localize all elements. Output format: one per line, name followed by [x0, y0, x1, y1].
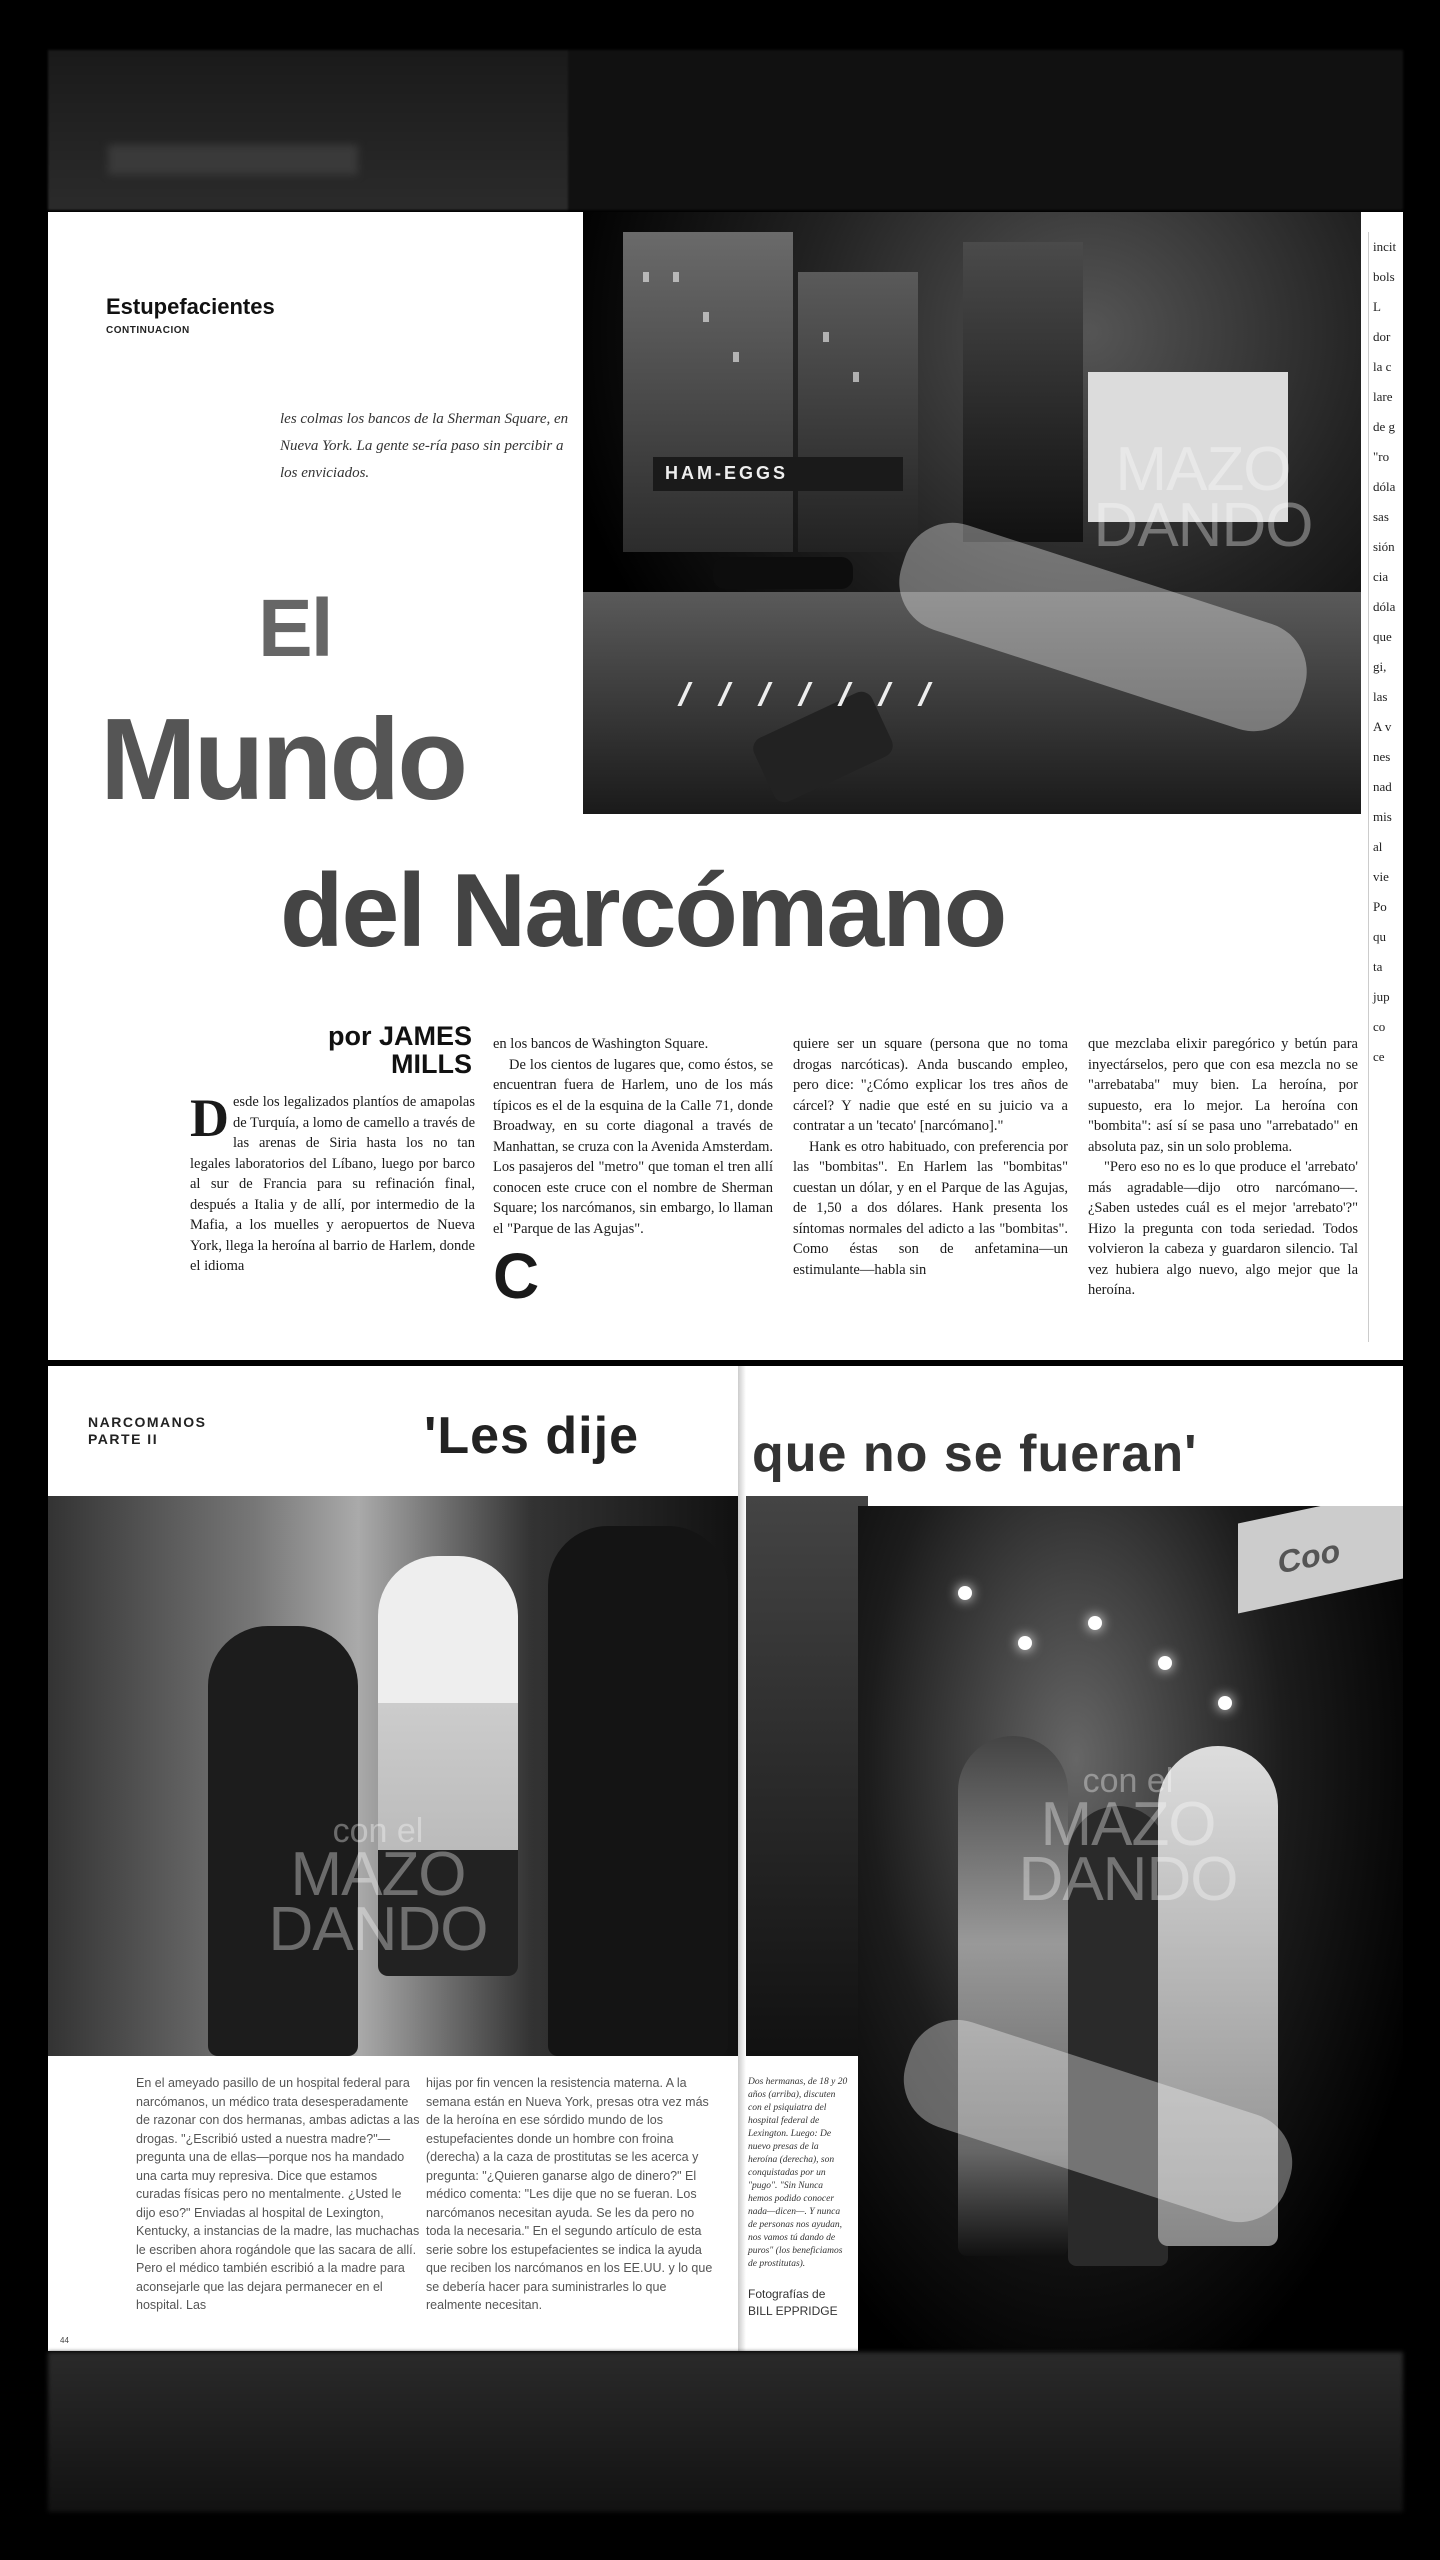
- window: [823, 332, 829, 342]
- edge-text-fragment: qu: [1373, 929, 1386, 944]
- paragraph: quiere ser un square (persona que no toma drogas narcóticas). Anda buscando empleo, pero dice: "¿Cómo explicar los tres años de cárcel? Y nadie que esté en su juicio va a contratar a un 'tecato' [narcómano].": [793, 1036, 1068, 1134]
- blurred-heading: [108, 145, 358, 175]
- watermark: [998, 1762, 1258, 1915]
- photo-credit: [748, 2286, 858, 2320]
- window: [673, 272, 679, 282]
- street-light: [1218, 1696, 1232, 1710]
- edge-text-fragment: ce: [1373, 1049, 1385, 1064]
- figure-woman-right: [548, 1526, 728, 2056]
- window: [643, 272, 649, 282]
- section-label-line: NARCOMANOS: [88, 1414, 207, 1430]
- drop-cap: D: [190, 1088, 229, 1148]
- street-photo: [583, 212, 1361, 814]
- edge-text-fragment: dor: [1373, 329, 1391, 344]
- car: [713, 557, 853, 589]
- blurred-previous-page: [48, 50, 1403, 210]
- caption-column-2: hijas por fin vencen la resistencia materna. A la semana están en Nueva York, presas otra vez más de la heroína en ese sórdido mundo de los estupefacientes donde un hombre con froina (derecha) a la caza de prostitutas se les acerca y pregunta: "¿Quieren ganarse algo de dinero?" El médico comenta: "Les dije que no se fueran. Los narcómanos necesitan ayuda. Se les da pero no toda la necesaria." En el segundo artículo de esta serie sobre los estupefacientes se indica la ayuda que reciben los narcómanos en los EE.UU. y lo que se debería hacer para suministrarles lo que realmente necesitan.: [426, 2076, 713, 2312]
- edge-text-fragment: nad: [1373, 779, 1392, 794]
- street-light: [1158, 1656, 1172, 1670]
- blurred-next-page: [48, 2352, 1403, 2512]
- section-label: [88, 1414, 206, 1448]
- article-column-3: [793, 1034, 1068, 1280]
- headline-el: El: [258, 583, 332, 674]
- caption-column-1: En el ameyado pasillo de un hospital federal para narcómanos, un médico trata desesperadamente de razonar con dos hermanas, ambas adictas a las drogas. "¿Escribió usted a nuestra madre?"—pregunta una de ellas—porque nos ha mandado una carta muy represiva. Dice que estamos curadas físicas pero no mentalmente. ¿Usted le dijo eso?" Enviadas al hospital de Lexington, Kentucky, a instancias de la madre, las muchachas le escriben ahora rogándole que las sacara de allí. Pero el médico también escribió a la madre para aconsejarle que las dejara permanecer en el hospital. Las: [136, 2076, 420, 2312]
- large-initial: C: [493, 1240, 540, 1312]
- credit-line: Fotografías de: [748, 2287, 826, 2301]
- edge-text-fragment: bols: [1373, 269, 1395, 284]
- edge-text-fragment: A v: [1373, 719, 1392, 734]
- edge-text-fragment: "ro: [1373, 449, 1390, 464]
- article-column-2: [493, 1034, 773, 1313]
- watermark-line: MAZO: [290, 1839, 466, 1909]
- photo-caption-small: Dos hermanas, de 18 y 20 años (arriba), discuten con el psiquiatra del hospital federal de Lexington. Luego: De nuevo presas de la heroína (derecha), son conquistadas por un "pugo". "Sin Nunca hemos podido conocer nada—dicen—. Y nunca de personas nos ayudan, nos vamos tú dando de puros" (los beneficiamos de prostitutas).: [748, 2077, 848, 2269]
- window: [853, 372, 859, 382]
- edge-text-fragment: jup: [1373, 989, 1390, 1004]
- edge-text-fragment: nes: [1373, 749, 1391, 764]
- paragraph: Hank es otro habituado, con preferencia por las "bombitas". En Harlem las "bombitas" cuestan un dólar, y en el Parque de las Agujas, de 1,50 a dos dólares. Hank presenta los síntomas normales del adicto a las "bombitas". Como éstas son de anfetamina—un estimulante—habla sin: [793, 1138, 1068, 1278]
- headline-del-narcomano: del Narcómano: [280, 853, 1006, 969]
- watermark-line: DANDO: [268, 1895, 488, 1965]
- edge-text-fragment: que: [1373, 629, 1392, 644]
- storefront-sign: HAM-EGGS: [653, 457, 903, 491]
- blurred-dark-area: [568, 50, 1403, 210]
- edge-text-fragment: Po: [1373, 899, 1387, 914]
- edge-text-fragment: lare: [1373, 389, 1393, 404]
- street-light: [1088, 1616, 1102, 1630]
- paragraph: que mezclaba elixir paregórico y betún para inyectárselos, pero que con esa mezcla no se "arrebataba" muy bien. La heroína, por supuesto, era lo mejor. La heroína con "bombita": así sí se pasa uno "arrebatado" en absoluta paz, sin un solo problema.: [1088, 1036, 1358, 1155]
- credit-line: BILL EPPRIDGE: [748, 2304, 838, 2318]
- edge-text-fragment: al: [1373, 839, 1383, 854]
- street-light: [1018, 1636, 1032, 1650]
- edge-text-fragment: sión: [1373, 539, 1395, 554]
- column-text: esde los legalizados plantíos de amapolas de Turquía, a lomo de camello a través de las arenas de Siria hasta los no tan legales laboratorios del Líbano, luego por barco al sur de Francia para su refinación final, después a Italia y de allí, por intermedio de la Mafia, a los muelles y aeropuertos de Nueva York, llega la heroína al barrio de Harlem, donde el idioma: [190, 1094, 476, 1274]
- edge-text-fragment: gi,: [1373, 659, 1387, 674]
- edge-text-fragment: sas: [1373, 509, 1389, 524]
- watermark-line: DANDO: [1018, 1845, 1238, 1915]
- section-label-line: PARTE II: [88, 1431, 159, 1447]
- section-title: Estupefacientes: [106, 294, 275, 319]
- edge-text-fragment: dóla: [1373, 599, 1396, 614]
- watermark-line: DANDO: [1093, 490, 1313, 560]
- photo-caption: les colmas los bancos de la Sherman Square, en Nueva York. La gente se-ría paso sin percibir a los enviciados.: [280, 411, 569, 481]
- edge-text-fragment: las: [1373, 689, 1388, 704]
- watermark: [1073, 435, 1333, 560]
- edge-text-fragment: ta: [1373, 959, 1383, 974]
- paragraph: "Pero eso no es lo que produce el 'arrebato' más agradable—dijo otro narcómano—. ¿Saben ustedes cuál es el mejor 'arrebato'?" Hizo la pregunta con toda seriedad. Todos volvieron la cabeza y guardaron silencio. Tal vez hubiera algo nuevo, algo mejor que la heroína.: [1088, 1159, 1358, 1298]
- window: [733, 352, 739, 362]
- watermark-line: MAZO: [1115, 435, 1291, 504]
- watermark: [268, 1812, 488, 1965]
- page-gutter: [738, 1366, 746, 2351]
- bottom-magazine-page: [48, 1366, 1403, 2351]
- section-subtitle: CONTINUACION: [106, 325, 190, 336]
- watermark-line: con el: [332, 1812, 424, 1850]
- headline-part-2: que no se fueran': [752, 1425, 1198, 1483]
- article-column-4: [1088, 1034, 1358, 1301]
- edge-text-fragment: L: [1373, 299, 1381, 314]
- headline-part-1: 'Les dije: [424, 1407, 639, 1465]
- edge-text-fragment: co: [1373, 1019, 1386, 1034]
- page-number: 44: [60, 2336, 69, 2345]
- paragraph: en los bancos de Washington Square.: [493, 1036, 709, 1052]
- headline-mundo: Mundo: [100, 694, 466, 824]
- adjacent-page-edge: [1368, 232, 1403, 1342]
- top-magazine-page: [48, 212, 1403, 1360]
- edge-text-fragment: cia: [1373, 569, 1389, 584]
- doorway-photo: [738, 1496, 868, 2056]
- edge-text-fragment: vie: [1373, 869, 1389, 884]
- night-street-photo: [858, 1506, 1403, 2351]
- article-column-1: [190, 1088, 476, 1277]
- shop-sign: Coo: [1238, 1506, 1403, 1614]
- street-light: [958, 1586, 972, 1600]
- building: [963, 242, 1083, 542]
- building: [798, 272, 918, 552]
- edge-text-fragment: de g: [1373, 419, 1396, 434]
- paragraph: De los cientos de lugares que, como éstos, se encuentran fuera de Harlem, uno de los más típicos es el de la esquina de la Calle 71, donde Broadway, en su corte diagonal a través de Manhattan, se cruza con la Avenida Amsterdam. Los pasajeros del "metro" que toman el tren allí conocen este cruce con el nombre de Sherman Square; los narcómanos, sin embargo, lo llaman el "Parque de las Agujas".: [493, 1056, 773, 1237]
- edge-text-fragment: dóla: [1373, 479, 1396, 494]
- watermark-line: MAZO: [1040, 1789, 1216, 1859]
- window: [703, 312, 709, 322]
- hospital-hallway-photo: [48, 1496, 738, 2056]
- watermark-line: con el: [1082, 1762, 1174, 1800]
- byline: por JAMES MILLS: [327, 1021, 472, 1080]
- edge-text-fragment: la c: [1373, 359, 1392, 374]
- edge-text-fragment: incit: [1373, 239, 1397, 254]
- edge-text-fragment: mis: [1373, 809, 1392, 824]
